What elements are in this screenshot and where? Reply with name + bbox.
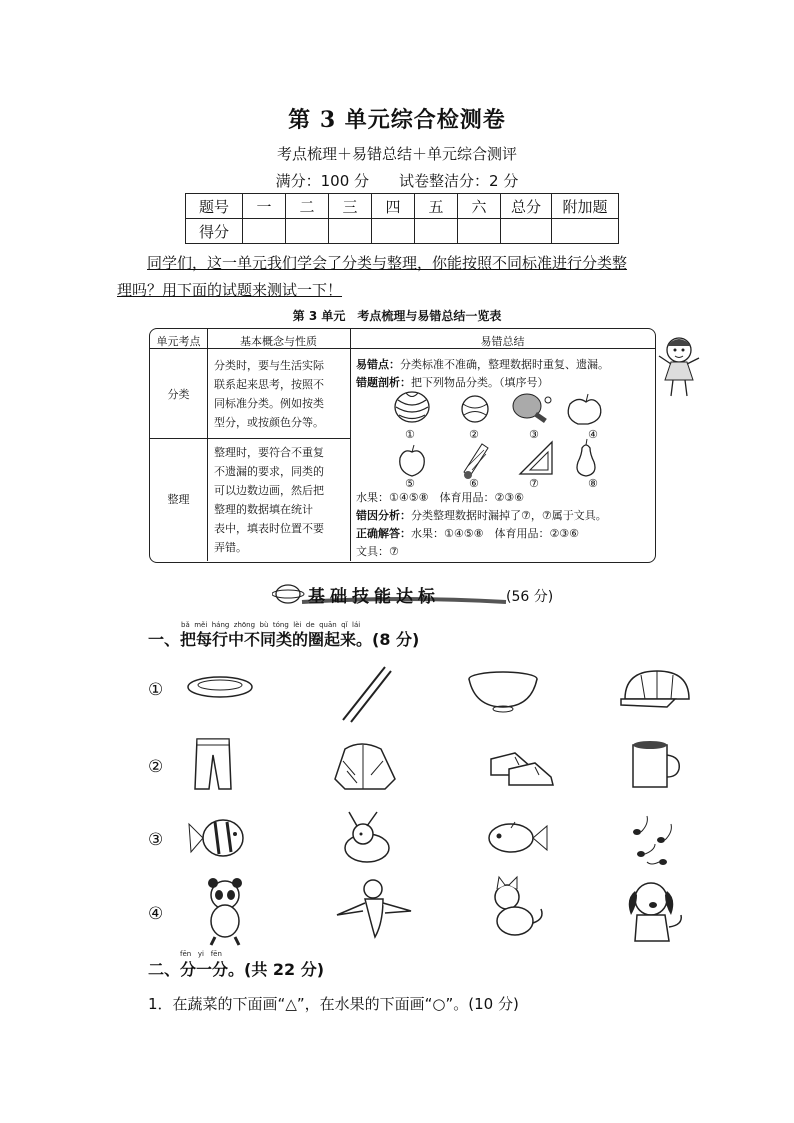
- pinyin: fēn: [210, 950, 222, 958]
- row-number: ②: [148, 757, 164, 777]
- pinyin: háng: [211, 621, 230, 629]
- concept-line: 整理时，要符合不重复: [214, 446, 324, 459]
- item-number: ①: [405, 428, 415, 441]
- plate-icon[interactable]: [188, 677, 252, 697]
- score-header-cell: 二: [286, 194, 329, 219]
- concept-line: 表中，填表时位置不要: [214, 522, 324, 535]
- row-number: ①: [148, 680, 164, 700]
- row-number: ③: [148, 830, 164, 850]
- tropical-fish-icon[interactable]: [189, 820, 243, 856]
- cap-icon[interactable]: [621, 671, 689, 707]
- cat-icon[interactable]: [495, 877, 542, 935]
- value: 分类标准不准确，整理数据时重复、遗漏。: [400, 358, 609, 371]
- pinyin: fēn: [180, 950, 192, 958]
- rabbit-icon[interactable]: [345, 812, 389, 862]
- divider: [350, 329, 351, 561]
- item-number: ②: [469, 428, 479, 441]
- concept-line: 型分，或按颜色分等。: [214, 416, 324, 429]
- row-number: ④: [148, 904, 164, 924]
- summary-title: 第 3 单元 考点梳理与易错总结一览表: [292, 309, 502, 323]
- score-header-cell: 题号: [186, 194, 243, 219]
- score-table: [185, 193, 619, 244]
- pinyin: zhōng: [233, 621, 256, 629]
- q-number: 一、: [148, 630, 181, 649]
- q1-row-1: [185, 665, 705, 725]
- score-cell[interactable]: [415, 219, 458, 244]
- chopsticks-icon[interactable]: [343, 667, 391, 722]
- concept-line: 弄错。: [214, 541, 247, 554]
- q-score: (共 22 分): [244, 960, 325, 979]
- item-number: ④: [588, 428, 598, 441]
- watermelon-icon: [395, 392, 429, 422]
- q1-row-4: [185, 875, 705, 947]
- page-title: 第 3 单元综合检测卷: [288, 107, 506, 133]
- summary-header: 单元考点: [156, 335, 201, 348]
- item-number: ⑧: [588, 477, 598, 490]
- q2-part1: 1．在蔬菜的下面画“△”，在水果的下面画“○”。(10 分): [148, 995, 519, 1013]
- sneakers-icon[interactable]: [491, 753, 553, 785]
- score-cell[interactable]: [329, 219, 372, 244]
- concept-line: 不遗漏的要求，同类的: [214, 465, 324, 478]
- pinyin: bǎ: [181, 621, 190, 629]
- intro-text: [117, 250, 687, 304]
- concept-line: 同标准分类。例如按类: [214, 397, 324, 410]
- score-header-cell: 附加题: [552, 194, 619, 219]
- correct-answer: [356, 524, 656, 543]
- pinyin: lèi: [293, 621, 302, 629]
- intro-line: 同学们，这一单元我们学会了分类与整理，你能按照不同标准进行分类整: [147, 254, 628, 272]
- item-number: ③: [529, 428, 539, 441]
- fish-icon[interactable]: [489, 822, 547, 852]
- score-header-cell: 六: [458, 194, 501, 219]
- bowl-icon[interactable]: [469, 672, 537, 712]
- pants-icon[interactable]: [195, 739, 231, 789]
- error-point: [356, 355, 656, 374]
- bird-icon[interactable]: [337, 880, 411, 937]
- label: 错因分析：: [356, 509, 411, 522]
- set-square-icon: [520, 442, 552, 474]
- q1-row-2: [185, 735, 705, 795]
- label: 易错点：: [356, 358, 400, 371]
- q2-heading: [148, 957, 324, 980]
- value: 把下列物品分类。（填序号）: [411, 376, 549, 389]
- pinyin: yi: [197, 950, 204, 958]
- score-cell[interactable]: [286, 219, 329, 244]
- pinyin: měi: [194, 621, 208, 629]
- score-cell[interactable]: [458, 219, 501, 244]
- pinyin: lái: [352, 621, 361, 629]
- summary-concept: [214, 356, 348, 432]
- divider: [150, 438, 350, 439]
- concept-line: 联系起来思考，按照不: [214, 378, 324, 391]
- summary-point: 整理: [167, 493, 190, 506]
- q1-row-3: [185, 810, 705, 870]
- correct-answer-line2: 文具：⑦: [356, 545, 399, 558]
- q-text: 分一分。: [180, 960, 245, 979]
- divider: [207, 329, 208, 561]
- panda-icon[interactable]: [208, 878, 242, 945]
- peach-icon: [568, 394, 601, 424]
- summary-header: 易错总结: [480, 335, 525, 348]
- value: 水果：①④⑤⑧ 体育用品：②③⑥: [411, 527, 580, 540]
- item-number: ⑥: [469, 477, 479, 490]
- score-header-cell: 三: [329, 194, 372, 219]
- summary-header: 基本概念与性质: [240, 335, 317, 348]
- score-header-cell: 四: [372, 194, 415, 219]
- section-title: 基础技能达标: [308, 587, 440, 607]
- intro-line: 理吗？用下面的试题来测试一下！: [117, 281, 343, 299]
- q-text: 把每行中不同类的圈起来。: [180, 630, 373, 649]
- score-info: 满分：100 分 试卷整洁分：2 分: [275, 172, 519, 190]
- summary-concept: [214, 443, 348, 557]
- concept-line: 整理的数据填在统计: [214, 503, 313, 516]
- ball-icon: [462, 396, 488, 422]
- item-number: ⑦: [529, 477, 539, 490]
- q1-heading: [148, 627, 419, 650]
- subtitle: 考点梳理＋易错总结＋单元综合测评: [276, 145, 517, 163]
- score-cell[interactable]: [501, 219, 552, 244]
- section-score: (56 分): [506, 589, 554, 605]
- score-header-cell: 一: [243, 194, 286, 219]
- label: 正确解答：: [356, 527, 411, 540]
- q-number: 二、: [148, 960, 181, 979]
- value: 分类整理数据时漏掉了⑦，⑦属于文具。: [411, 509, 607, 522]
- girl-mascot-icon: [655, 330, 705, 400]
- pinyin: tóng: [272, 621, 289, 629]
- score-row-label: 得分: [186, 219, 243, 244]
- score-header-cell: 五: [415, 194, 458, 219]
- pinyin: bù: [259, 621, 269, 629]
- q-score: (8 分): [372, 630, 420, 649]
- label: 错题剖析：: [356, 376, 411, 389]
- pinyin: qǐ: [341, 621, 348, 629]
- jacket-icon[interactable]: [335, 744, 395, 789]
- error-reason: [356, 506, 656, 525]
- pingpong-paddle-icon: [513, 394, 551, 423]
- concept-line: 可以边数边画，然后把: [214, 484, 324, 497]
- items-illustration: [390, 390, 650, 486]
- summary-point: 分类: [167, 388, 190, 401]
- score-cell[interactable]: [243, 219, 286, 244]
- concept-line: 分类时，要与生活实际: [214, 359, 324, 372]
- pinyin: quān: [319, 621, 337, 629]
- item-number: ⑤: [405, 477, 415, 490]
- apple-icon: [400, 445, 425, 476]
- score-cell[interactable]: [552, 219, 619, 244]
- score-header-cell: 总分: [501, 194, 552, 219]
- tadpoles-icon[interactable]: [633, 816, 671, 865]
- mug-icon[interactable]: [633, 741, 679, 787]
- pinyin: de: [305, 621, 315, 629]
- score-cell[interactable]: [372, 219, 415, 244]
- puppy-icon[interactable]: [629, 883, 682, 941]
- pear-icon: [577, 439, 595, 476]
- wrong-answer: 水果：①④⑤⑧ 体育用品：②③⑥: [356, 491, 525, 504]
